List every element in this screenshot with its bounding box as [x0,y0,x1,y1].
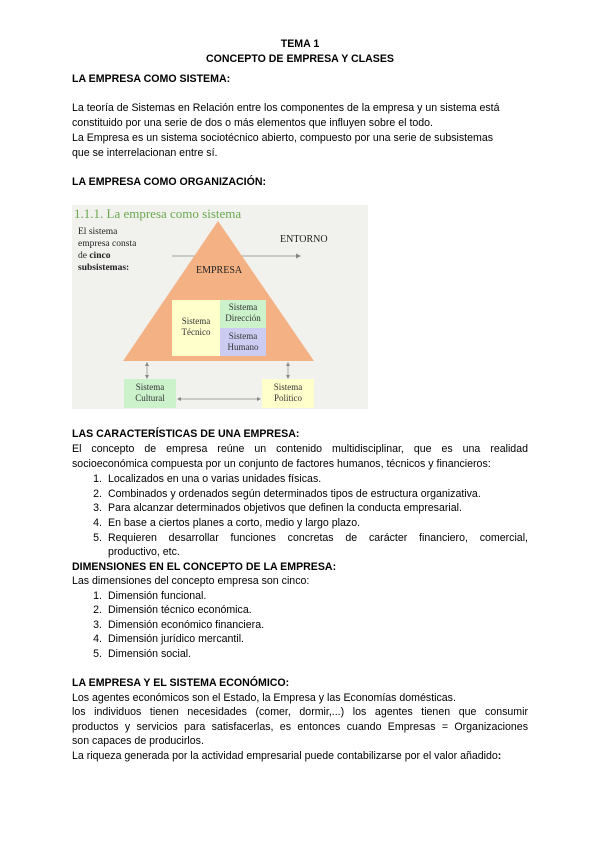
cultural-system-line2: Cultural [135,393,165,403]
diagram-intro-de: de [78,251,90,261]
list-number: 4. [93,633,102,645]
political-system-line1: Sistema [273,382,303,392]
diagram-intro-cinco: cinco [89,251,111,261]
technical-system-label [172,316,220,338]
paragraph-line: que se interrelacionan entre sí. [72,147,218,159]
human-system-line1: Sistema [228,331,258,341]
diagram-intro-line: subsistemas: [78,263,130,273]
diagram-title: 1.1.1. La empresa como sistema [74,206,242,221]
list-text: Dimensión jurídico mercantil. [108,633,245,645]
entorno-arrow-head [296,254,301,259]
human-system-label [220,331,266,353]
paragraph-line: socioeconómica compuesta por un conjunto de factores humanos, técnicos y financieros: [72,458,491,470]
technical-system-line2: Técnico [181,327,211,337]
direction-system-line2: Dirección [225,313,261,323]
list-text: Dimensión económico financiera. [108,619,265,631]
list-text: Para alcanzar determinados objetivos que definen la conducta empresarial. [108,502,462,514]
human-system-line2: Humano [227,342,259,352]
list-text: Combinados y ordenados según determinados tipos de estructura organizativa. [108,488,481,500]
political-system-label [262,382,314,404]
cultural-link-head-up [145,362,149,366]
diagram-intro-line: El sistema [78,227,118,237]
heading-sistema-economico: LA EMPRESA Y EL SISTEMA ECONÓMICO: [72,677,290,689]
paragraph-line: Los agentes económicos son el Estado, la Empresa y las Economías domésticas. [72,692,456,704]
list-item-continuation: productivo, etc. [108,546,180,558]
list-text: Dimensión funcional. [108,590,207,602]
list-number: 5. [93,648,102,660]
heading-dimensiones: DIMENSIONES EN EL CONCEPTO DE LA EMPRESA: [72,561,337,573]
paragraph-end-colon: : [497,750,502,762]
list-text: Localizados en una o varias unidades físicas. [108,473,322,485]
political-system-line2: Político [273,393,302,403]
political-link-head-down [286,375,290,379]
paragraph-line: son capaces de producirlos. [72,735,204,747]
technical-system-line1: Sistema [181,316,211,326]
list-number: 5. [93,532,102,544]
document-title: CONCEPTO DE EMPRESA Y CLASES [206,53,394,65]
entorno-label: ENTORNO [280,234,328,245]
cultural-system-label [124,382,176,404]
topic-number: TEMA 1 [280,38,320,50]
empresa-sistema-diagram [72,205,368,409]
list-number: 1. [93,473,102,485]
cultural-link-head-down [145,375,149,379]
direction-system-label [220,302,266,324]
list-text: Dimensión técnico económica. [108,604,252,616]
paragraph-line: productos y servicios para satisfacerlas, es entonces cuando Empresas = Organizaciones [72,721,528,733]
paragraph-line: constituido por una serie de dos o más elementos que influyen sobre el todo. [72,117,433,129]
heading-empresa-organizacion: LA EMPRESA COMO ORGANIZACIÓN: [72,176,267,188]
paragraph-line: La teoría de Sistemas en Relación entre los componentes de la empresa y un sistema está [72,102,500,114]
list-number: 4. [93,517,102,529]
cultural-political-head-left [177,397,181,401]
heading-caracteristicas: LAS CARACTERÍSTICAS DE UNA EMPRESA: [72,428,300,440]
list-number: 3. [93,619,102,631]
cultural-system-line1: Sistema [135,382,165,392]
paragraph-line: Las dimensiones del concepto empresa son cinco: [72,575,310,587]
list-text: Requieren desarrollar funciones concretas de carácter financiero, comercial, [108,532,528,544]
list-number: 2. [93,604,102,616]
heading-empresa-sistema: LA EMPRESA COMO SISTEMA: [72,73,231,85]
paragraph-line: La Empresa es un sistema sociotécnico abierto, compuesto por una serie de subsistemas [72,132,494,144]
paragraph-line [72,749,501,763]
paragraph-line: los individuos tienen necesidades (comer, dormir,...) los agentes tienen que consumir [72,706,528,718]
diagram-intro-line: empresa consta [78,239,137,249]
list-number: 2. [93,488,102,500]
list-number: 1. [93,590,102,602]
empresa-label: EMPRESA [196,265,243,276]
paragraph-text: La riqueza generada por la actividad empresarial puede contabilizarse por el valor añadido [72,750,498,762]
list-text: En base a ciertos planes a corto, medio y largo plazo. [108,517,361,529]
diagram-intro-line [78,251,110,262]
cultural-political-head-right [257,397,261,401]
list-number: 3. [93,502,102,514]
list-text: Dimensión social. [108,648,192,660]
direction-system-line1: Sistema [228,302,258,312]
political-link-head-up [286,362,290,366]
paragraph-line: El concepto de empresa reúne un contenido multidisciplinar, que es una realidad [72,443,528,455]
